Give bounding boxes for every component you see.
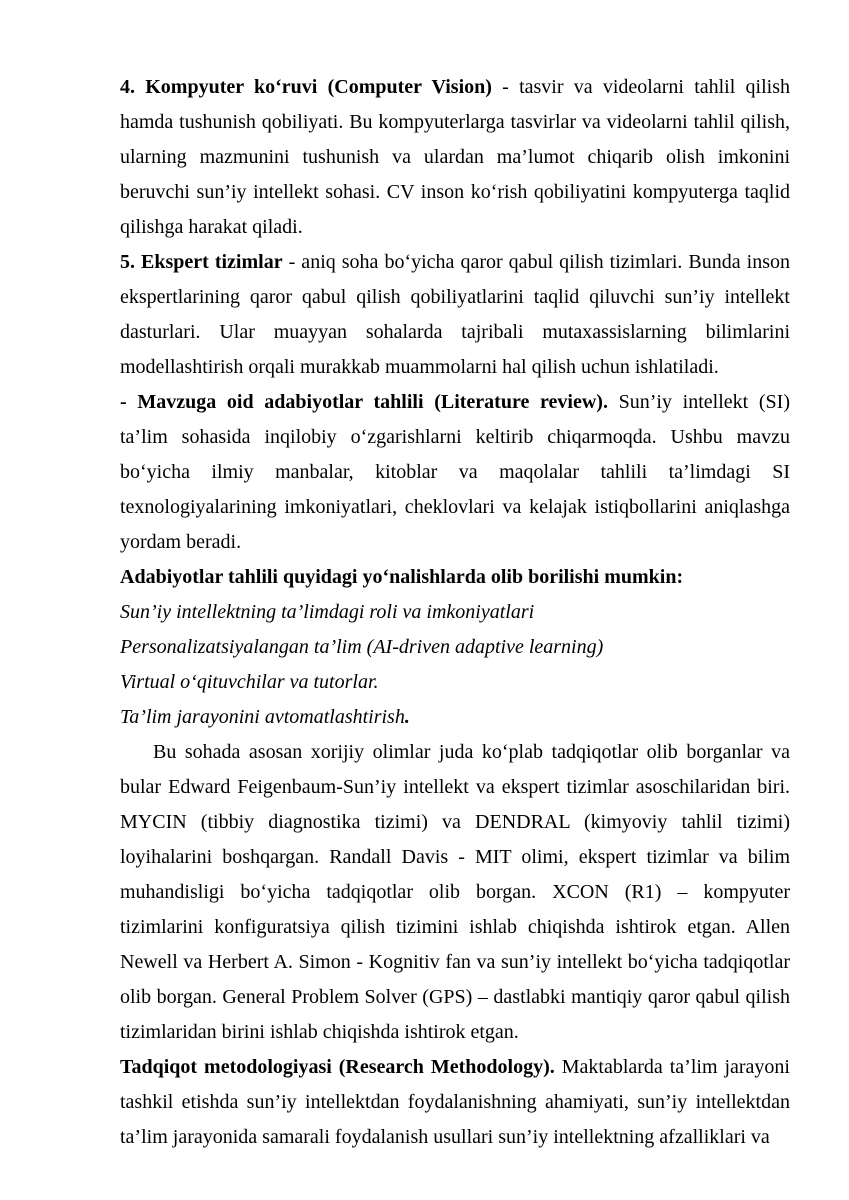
paragraph xyxy=(120,385,790,560)
text-run: - aniq soha boʻyicha qaror qabul qilish tizimlari. Bunda inson ekspertlarining qaror qabul qilish qobiliyatlarini taqlid qiluvchi sun’iy intellekt dasturlari. Ular muayyan sohalarda tajribali mutaxassislarning bilimlarini modellashtirish orqali murakkab muammolarni hal qilish uchun ishlatiladi. xyxy=(120,251,790,378)
paragraph xyxy=(120,1050,790,1155)
paragraph xyxy=(120,70,790,245)
text-run: Maktablarda ta’lim jarayoni tashkil etishda sun’iy intellektdan foydalanishning ahamiyati, sun’iy intellektdan ta’lim jarayonida samarali foydalanish usullari sun’iy intellektning afzalliklari va xyxy=(120,1056,790,1148)
text-run: Ta’lim jarayonini avtomatlashtirish xyxy=(120,706,405,728)
paragraph xyxy=(120,700,790,735)
text-run: Tadqiqot metodologiyasi (Research Methodology). xyxy=(120,1056,555,1078)
text-run: - tasvir va videolarni tahlil qilish hamda tushunish qobiliyati. Bu kompyuterlarga tasvirlar va videolarni tahlil qilish, ularning mazmunini tushunish va ulardan ma’lumot chiqarib olish imkonini beruvchi sun’iy intellekt sohasi. CV inson koʻrish qobiliyatini kompyuterga taqlid qilishga harakat qiladi. xyxy=(120,76,790,238)
text-run: - Mavzuga oid adabiyotlar tahlili (Literature review). xyxy=(120,391,608,413)
text-run: 5. Ekspert tizimlar xyxy=(120,251,283,273)
text-run: Bu sohada asosan xorijiy olimlar juda koʻplab tadqiqotlar olib borganlar va bular Edward Feigenbaum-Sun’iy intellekt va ekspert tizimlar asoschilaridan biri. MYCIN (tibbiy diagnostika tizimi) va DENDRAL (kimyoviy tahlil tizimi) loyihalarini boshqargan. Randall Davis - MIT olimi, ekspert tizimlar va bilim muhandisligi boʻyicha tadqiqotlar olib borgan. XCON (R1) – kompyuter tizimlarini konfiguratsiya qilish tizimini ishlab chiqishda ishtirok etgan. Allen Newell va Herbert A. Simon - Kognitiv fan va sun’iy intellekt boʻyicha tadqiqotlar olib borgan. General Problem Solver (GPS) – dastlabki mantiqiy qaror qabul qilish tizimlaridan birini ishlab chiqishda ishtirok etgan. xyxy=(120,741,790,1043)
text-run: Sun’iy intellektning ta’limdagi roli va imkoniyatlari xyxy=(120,601,535,623)
text-run: 4. Kompyuter koʻruvi (Computer Vision) xyxy=(120,76,492,98)
paragraph xyxy=(120,595,790,630)
text-run: Personalizatsiyalangan ta’lim (AI-driven adaptive learning) xyxy=(120,636,604,658)
paragraph xyxy=(120,560,790,595)
text-run: Adabiyotlar tahlili quyidagi yoʻnalishlarda olib borilishi mumkin: xyxy=(120,566,684,588)
paragraph xyxy=(120,735,790,1050)
paragraph xyxy=(120,630,790,665)
paragraph xyxy=(120,245,790,385)
paragraph xyxy=(120,665,790,700)
document-body xyxy=(120,70,790,1155)
text-run: Virtual oʻqituvchilar va tutorlar. xyxy=(120,671,379,693)
text-run: . xyxy=(404,706,410,728)
text-run: Sun’iy intellekt (SI) ta’lim sohasida inqilobiy oʻzgarishlarni keltirib chiqarmoqda. Ushbu mavzu boʻyicha ilmiy manbalar, kitoblar va maqolalar tahlili ta’limdagi SI texnologiyalarining imkoniyatlari, cheklovlari va kelajak istiqbollarini aniqlashga yordam beradi. xyxy=(120,391,790,553)
